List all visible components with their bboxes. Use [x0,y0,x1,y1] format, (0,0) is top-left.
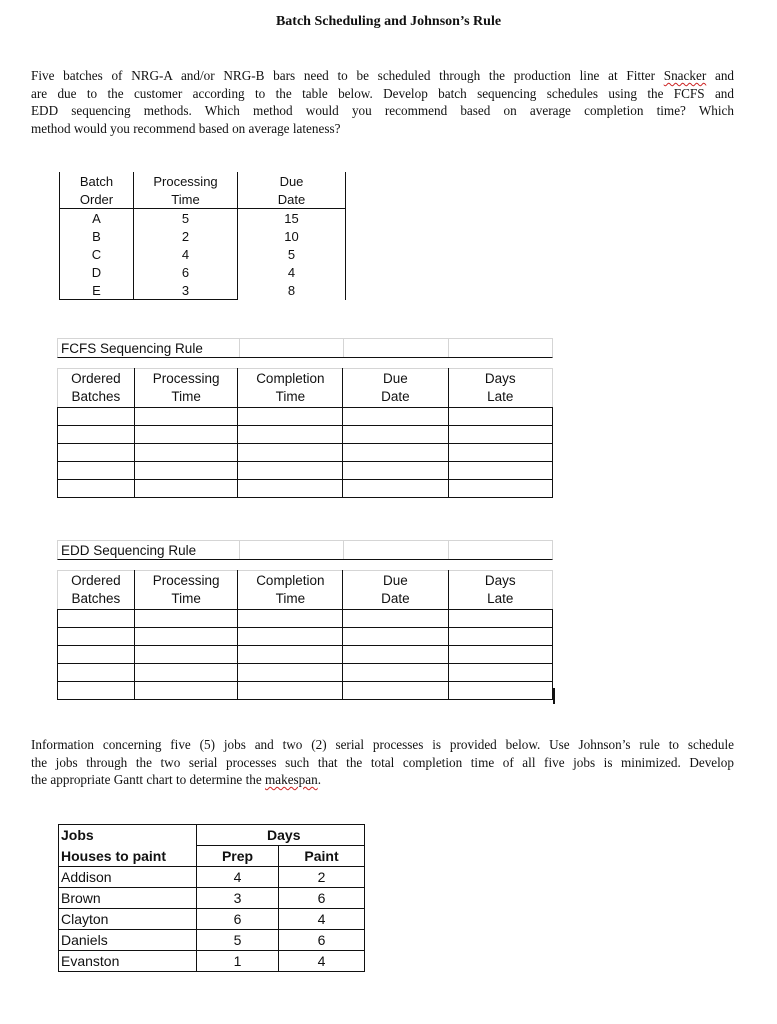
intro-snacker: Snacker [663,68,707,83]
batch-header-3b: Date [238,190,346,209]
empty-cell[interactable] [448,408,552,426]
text-cursor-mark [553,688,555,704]
job-paint: 2 [279,867,365,888]
table-row [58,628,553,646]
job-prep: 4 [197,867,279,888]
intro-line-4: method would you recommend based on average lateness? [31,120,341,136]
gridline [239,339,240,357]
johnson-line-1: Information concerning five (5) jobs and two (2) serial processes is provided below. Use Johnson’s rule to schedule [31,737,734,752]
batch-cell: 4 [134,245,238,263]
intro-line-3: EDD sequencing methods. Which method would you recommend based on average completion time? Which [31,103,734,118]
empty-cell[interactable] [343,444,448,462]
job-paint: 6 [279,888,365,909]
edd-header-due: Due Date [343,571,448,610]
empty-cell[interactable] [343,664,448,682]
johnson-paragraph [31,736,734,789]
houses-label: Houses to paint [59,846,197,867]
job-name: Addison [59,867,197,888]
batch-cell: 15 [238,209,346,228]
days-label: Days [267,827,301,843]
intro-line-2: are due to the customer according to the table below. Develop batch sequencing schedules using the FCFS and [31,85,734,101]
gridline [448,339,449,357]
batch-cell: 3 [134,281,238,300]
empty-cell[interactable] [238,408,343,426]
job-name: Brown [59,888,197,909]
intro-paragraph [31,67,734,137]
empty-cell[interactable] [343,480,448,498]
batch-cell: A [60,209,134,228]
table-row [59,951,365,972]
gridline [343,541,344,559]
johnson-period: . [317,772,322,787]
empty-cell[interactable] [134,610,238,628]
batch-cell: 8 [238,281,346,300]
empty-cell[interactable] [448,462,552,480]
empty-cell[interactable] [58,646,135,664]
empty-cell[interactable] [134,664,238,682]
job-prep: 5 [197,930,279,951]
table-row [58,426,553,444]
johnson-line-3: the appropriate Gantt chart to determine the [31,772,262,787]
empty-cell[interactable] [238,462,343,480]
empty-cell[interactable] [58,610,135,628]
empty-cell[interactable] [58,682,135,700]
fcfs-table [57,368,553,498]
table-row [59,888,365,909]
empty-cell[interactable] [238,444,343,462]
empty-cell[interactable] [134,444,238,462]
fcfs-header-due: Due Date [343,369,448,408]
empty-cell[interactable] [58,628,135,646]
empty-cell[interactable] [58,426,135,444]
batch-cell: 6 [134,263,238,281]
fcfs-title-bar [57,338,553,358]
johnson-line-2: the jobs through the two serial processes such that the total completion time of all five jobs is minimized. Develop [31,754,734,770]
gridline [343,339,344,357]
table-row [58,408,553,426]
table-row [60,209,346,228]
table-row [59,867,365,888]
table-row [60,263,346,281]
table-row [60,281,346,300]
johnson-makespan: makespan [264,772,318,787]
empty-cell[interactable] [134,462,238,480]
edd-table [57,570,553,700]
fcfs-header-late: Days Late [448,369,552,408]
empty-cell[interactable] [134,646,238,664]
job-prep: 6 [197,909,279,930]
page-title: Batch Scheduling and Johnson’s Rule [275,14,502,29]
empty-cell[interactable] [448,480,552,498]
batch-header-3a: Due [238,172,346,190]
empty-cell[interactable] [58,480,135,498]
edd-header-processing: Processing Time [134,571,238,610]
table-row [58,646,553,664]
empty-cell[interactable] [448,682,552,700]
batch-cell: D [60,263,134,281]
batch-cell: E [60,281,134,300]
intro-line-1-end: and [714,68,735,83]
empty-cell[interactable] [448,646,552,664]
empty-cell[interactable] [448,610,552,628]
job-name: Evanston [59,951,197,972]
batch-cell: C [60,245,134,263]
table-row [58,462,553,480]
empty-cell[interactable] [448,664,552,682]
jobs-table [58,824,365,972]
table-row [58,610,553,628]
table-row [58,664,553,682]
empty-cell[interactable] [238,426,343,444]
batch-cell: 2 [134,227,238,245]
table-row [60,227,346,245]
edd-title: EDD Sequencing Rule [61,543,197,558]
empty-cell[interactable] [134,408,238,426]
fcfs-title: FCFS Sequencing Rule [61,341,203,356]
job-paint: 4 [279,909,365,930]
job-name: Clayton [59,909,197,930]
empty-cell[interactable] [134,426,238,444]
table-row [59,930,365,951]
empty-cell[interactable] [343,628,448,646]
empty-cell[interactable] [238,664,343,682]
batch-cell: B [60,227,134,245]
batch-header-1a: Batch [60,172,134,190]
empty-cell[interactable] [238,646,343,664]
empty-cell[interactable] [343,408,448,426]
batch-header-2a: Processing [134,172,238,190]
edd-header-late: Days Late [448,571,552,610]
edd-title-bar [57,540,553,560]
gridline [239,541,240,559]
empty-cell[interactable] [343,462,448,480]
empty-cell[interactable] [238,628,343,646]
empty-cell[interactable] [343,682,448,700]
job-paint: 4 [279,951,365,972]
prep-label: Prep [197,846,279,867]
empty-cell[interactable] [448,444,552,462]
empty-cell[interactable] [134,628,238,646]
intro-line-1: Five batches of NRG-A and/or NRG-B bars need to be scheduled through the production line at Fitter [31,68,655,83]
batch-cell: 5 [134,209,238,228]
days-label-cell [197,825,301,846]
empty-cell[interactable] [448,426,552,444]
batch-cell: 10 [238,227,346,245]
empty-cell[interactable] [448,628,552,646]
job-paint: 6 [279,930,365,951]
table-row [58,480,553,498]
fcfs-header-ordered: Ordered Batches [58,369,135,408]
empty-cell[interactable] [134,682,238,700]
empty-cell[interactable] [134,480,238,498]
batch-header-1b: Order [60,190,134,209]
empty-cell[interactable] [58,462,135,480]
batch-table [59,172,346,300]
empty-cell[interactable] [343,610,448,628]
table-row [60,245,346,263]
edd-header-ordered: Ordered Batches [58,571,135,610]
job-name: Daniels [59,930,197,951]
table-row [58,682,553,700]
fcfs-header-completion: Completion Time [238,369,343,408]
empty-cell[interactable] [58,664,135,682]
batch-cell: 5 [238,245,346,263]
table-row [58,444,553,462]
empty-cell[interactable] [238,682,343,700]
table-row [59,909,365,930]
batch-header-2b: Time [134,190,238,209]
empty-cell[interactable] [58,408,135,426]
paint-label: Paint [279,846,365,867]
batch-cell: 4 [238,263,346,281]
job-prep: 3 [197,888,279,909]
jobs-label: Jobs [59,825,197,846]
edd-header-completion: Completion Time [238,571,343,610]
empty-cell[interactable] [58,444,135,462]
empty-cell[interactable] [343,426,448,444]
empty-cell[interactable] [343,646,448,664]
empty-cell[interactable] [238,480,343,498]
empty-cell[interactable] [238,610,343,628]
job-prep: 1 [197,951,279,972]
fcfs-header-processing: Processing Time [134,369,238,408]
gridline [448,541,449,559]
